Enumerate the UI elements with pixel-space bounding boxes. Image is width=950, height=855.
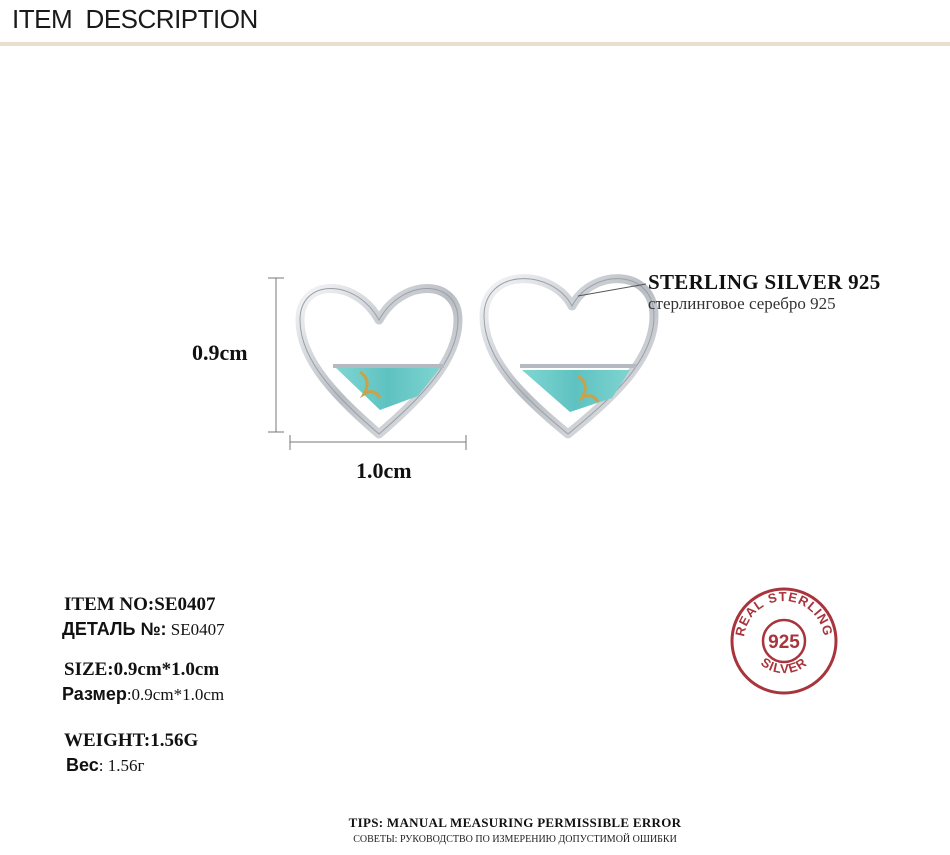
size-ru-label: Размер — [62, 684, 127, 704]
material-label-en: STERLING SILVER 925 — [648, 270, 881, 294]
size-ru — [62, 684, 224, 705]
height-dimension-label: 0.9cm — [192, 340, 248, 365]
material-label-ru: стерлинговое серебро 925 — [648, 294, 836, 313]
left-heart-earring — [300, 289, 458, 435]
width-dimension-label: 1.0cm — [356, 458, 412, 483]
weight-ru-label: Вес — [66, 755, 99, 775]
stamp-center-text: 925 — [768, 632, 800, 653]
tips-note-en: TIPS: MANUAL MEASURING PERMISSIBLE ERROR — [348, 815, 682, 830]
tips-note-ru: СОВЕТЫ: РУКОВОДСТВО ПО ИЗМЕРЕНИЮ ДОПУСТИМОЙ ОШИБКИ — [353, 834, 677, 845]
size-en: SIZE:0.9cm*1.0cm — [64, 659, 220, 680]
weight-ru-value: : 1.56г — [98, 756, 145, 775]
right-heart-earring — [484, 279, 654, 434]
weight-en: WEIGHT:1.56G — [64, 730, 199, 751]
stamp-top-text: REAL STERLING — [732, 588, 836, 638]
page-title: ITEM DESCRIPTION — [12, 4, 258, 34]
height-dimension-line — [268, 278, 284, 432]
weight-ru — [66, 755, 145, 776]
stamp-bottom-text: SILVER — [758, 654, 810, 677]
item-number-en: ITEM NO:SE0407 — [64, 594, 216, 615]
sterling-silver-stamp-icon — [728, 585, 840, 697]
item-number-ru-value: SE0407 — [166, 620, 225, 639]
item-number-ru — [62, 619, 225, 640]
size-ru-value: :0.9cm*1.0cm — [126, 685, 225, 704]
item-number-ru-label: ДЕТАЛЬ №: — [62, 619, 167, 639]
